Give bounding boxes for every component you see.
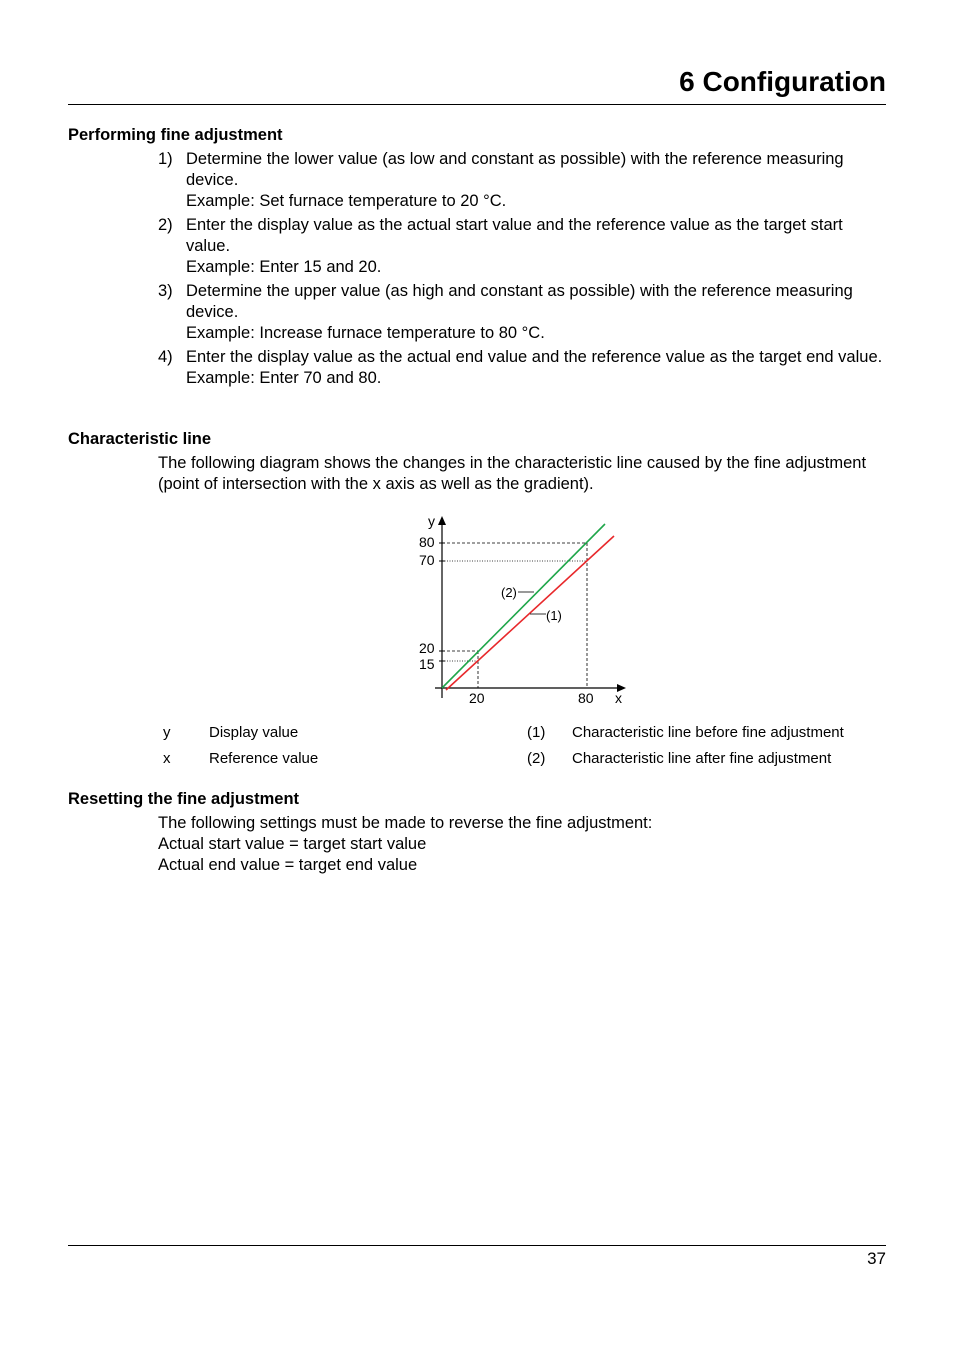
list-item — [158, 215, 886, 278]
legend-desc: Characteristic line after fine adjustment — [572, 750, 832, 767]
y-tick-label: 70 — [419, 552, 435, 568]
x-tick-label: 20 — [469, 690, 485, 706]
legend-desc: Display value — [209, 724, 299, 741]
step-example: Example: Increase furnace temperature to 80 °C. — [186, 324, 545, 342]
legend-key: (2) — [527, 750, 546, 767]
legend-row — [527, 722, 886, 748]
characteristic-line-2 — [442, 524, 605, 688]
step-text: Determine the lower value (as low and constant as possible) with the reference measuring device. — [186, 150, 844, 189]
reset-line-2: Actual end value = target end value — [158, 856, 418, 874]
legend-row — [163, 722, 463, 748]
line-2-label: (2) — [501, 585, 517, 600]
reset-intro: The following settings must be made to reverse the fine adjustment: — [158, 814, 653, 832]
reset-line-1: Actual start value = target start value — [158, 835, 427, 853]
step-number: 4) — [158, 348, 173, 366]
legend-key: y — [163, 724, 171, 741]
legend-desc: Reference value — [209, 750, 319, 767]
x-axis-label: x — [615, 690, 622, 706]
section-heading-characteristic-line: Characteristic line — [68, 430, 212, 448]
step-text: Determine the upper value (as high and constant as possible) with the reference measuring device. — [186, 282, 853, 321]
list-item — [158, 347, 886, 389]
page-number: 37 — [867, 1249, 886, 1268]
legend-left — [163, 722, 463, 774]
list-item — [158, 149, 886, 212]
step-text: Enter the display value as the actual start value and the reference value as the target start value. — [186, 216, 843, 255]
header-rule — [68, 104, 886, 105]
characteristic-line-intro: The following diagram shows the changes in the characteristic line caused by the fine adjustment (point of intersection with the x axis as well as the gradient). — [158, 454, 867, 493]
characteristic-line-diagram — [408, 508, 638, 713]
legend-row — [163, 748, 463, 774]
list-item — [158, 281, 886, 344]
characteristic-line-1 — [446, 536, 614, 690]
step-example: Example: Enter 15 and 20. — [186, 258, 382, 276]
reset-block — [158, 813, 886, 876]
line-1-label: (1) — [546, 608, 562, 623]
y-tick-label: 20 — [419, 640, 435, 656]
step-number: 1) — [158, 150, 173, 168]
chapter-title: 6 Configuration — [679, 66, 886, 97]
legend-desc: Characteristic line before fine adjustment — [572, 724, 844, 741]
step-text: Enter the display value as the actual end value and the reference value as the target end value. — [186, 348, 883, 366]
step-number: 3) — [158, 282, 173, 300]
step-example: Example: Set furnace temperature to 20 °C. — [186, 192, 507, 210]
legend-right — [527, 722, 886, 774]
step-example: Example: Enter 70 and 80. — [186, 369, 382, 387]
x-tick-label: 80 — [578, 690, 594, 706]
legend-key: x — [163, 750, 171, 767]
section-heading-fine-adjustment: Performing fine adjustment — [68, 126, 283, 144]
y-axis-label: y — [428, 513, 435, 529]
y-axis-arrow — [438, 516, 446, 525]
legend-row — [527, 748, 886, 774]
footer-rule — [68, 1245, 886, 1246]
fine-adjustment-steps — [158, 149, 886, 392]
y-tick-label: 15 — [419, 656, 435, 672]
section-heading-reset: Resetting the fine adjustment — [68, 790, 300, 808]
y-tick-label: 80 — [419, 534, 435, 550]
step-number: 2) — [158, 216, 173, 234]
legend-key: (1) — [527, 724, 546, 741]
